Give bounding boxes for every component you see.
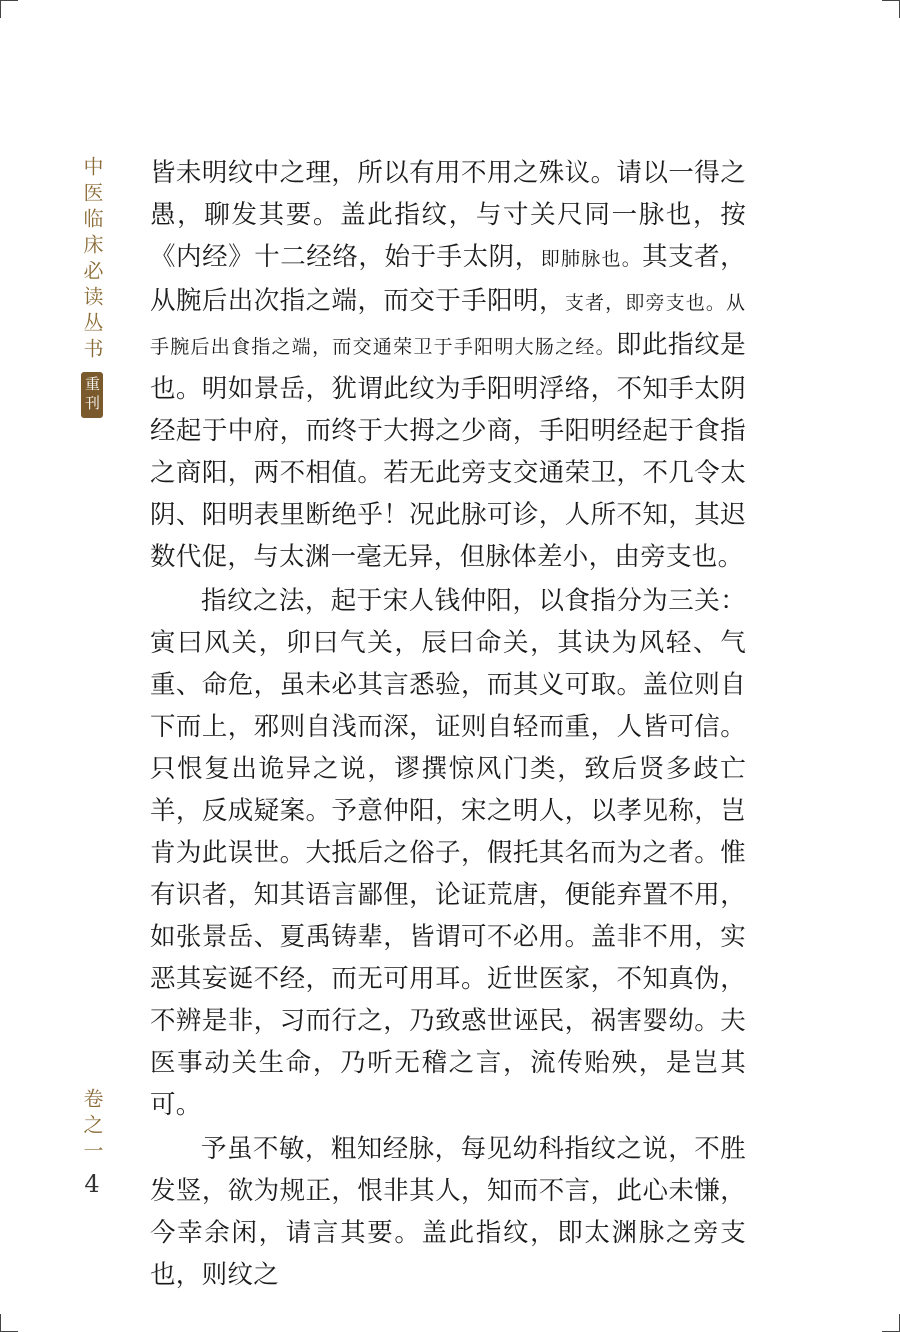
paragraph-1 <box>150 152 746 578</box>
series-title: 中医临床必读丛书 <box>80 156 104 364</box>
crop-mark <box>0 1314 1 1332</box>
text-segment: 皆未明纹中之理，所以有用不用之殊议。请以一得之愚，聊发其要。盖此指纹，与寸关尺同一脉也，按《内经》十二经络，始于手太阴， <box>150 158 746 272</box>
page-number: 4 <box>84 1170 100 1198</box>
paragraph-2 <box>150 580 746 1126</box>
crop-mark <box>0 0 18 1</box>
body-text <box>150 152 746 1296</box>
crop-mark <box>0 0 1 18</box>
series-sidebar <box>80 156 104 418</box>
text-segment: 即此指纹是也。明如景岳，犹谓此纹为手阳明浮络，不知手太阴经起于中府，而终于大拇之少商，手阳明经起于食指之商阳，两不相值。若无此旁支交通荣卫，不几令太阴、阳明表里断绝乎！况此脉可诊，人所不知，其迟数代促，与太渊一毫无异，但脉体差小，由旁支也。 <box>150 330 746 572</box>
series-seal: 重刊 <box>81 372 103 418</box>
annotation-note: 支者，即旁支也。从手腕后出食指之端，而交通荣卫于手阳明大肠之经。 <box>150 292 746 358</box>
crop-mark <box>882 0 900 1</box>
annotation-note: 即肺脉也。 <box>540 248 643 270</box>
volume-label: 卷之一 <box>80 1088 104 1166</box>
paragraph-3 <box>150 1128 746 1296</box>
text-segment: 其支者，从腕后出次指之端，而交于手阳明， <box>150 242 746 316</box>
text-segment: 指纹之法，起于宋人钱仲阳，以食指分为三关：寅曰风关，卯曰气关，辰曰命关，其诀为风轻、气重、命危，虽未必其言悉验，而其义可取。盖位则自下而上，邪则自浅而深，证则自轻而重，人皆可信。只恨复出诡异之说，谬撰惊风门类，致后贤多歧亡羊，反成疑案。予意仲阳，宋之明人，以孝见称，岂肯为此误世。大抵后之俗子，假托其名而为之者。惟有识者，知其语言鄙俚，论证荒唐，便能弃置不用，如张景岳、夏禹铸辈，皆谓可不必用。盖非不用，实恶其妄诞不经，而无可用耳。近世医家，不知真伪，不辨是非，习而行之，乃致惑世诬民，祸害婴幼。夫医事动关生命，乃听无稽之言，流传贻殃，是岂其可。 <box>150 586 746 1120</box>
text-segment: 予虽不敏，粗知经脉，每见幼科指纹之说，不胜发竖，欲为规正，恨非其人，知而不言，此心未慊，今幸余闲，请言其要。盖此指纹，即太渊脉之旁支也，则纹之 <box>150 1134 746 1290</box>
